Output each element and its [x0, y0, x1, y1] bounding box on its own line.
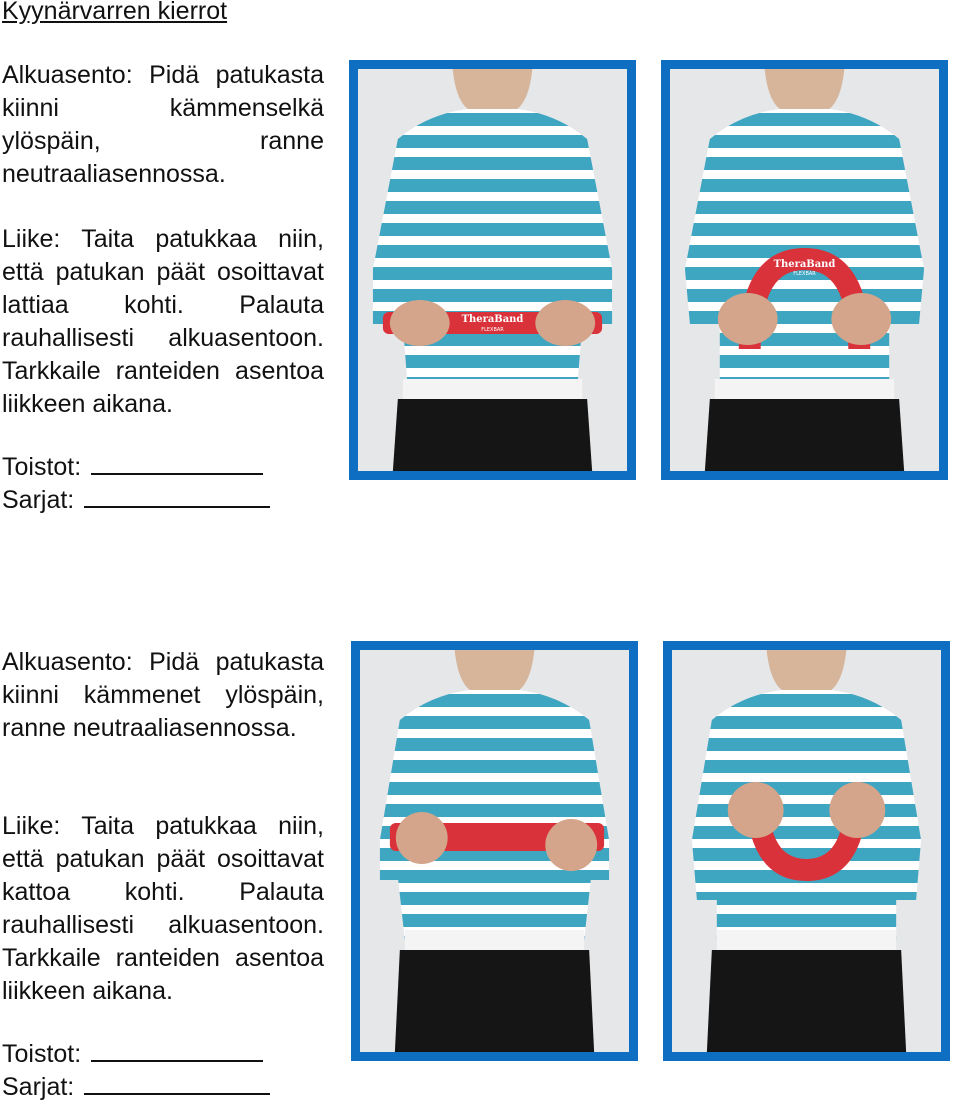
exercise2-sets-field — [2, 1073, 270, 1102]
exercise2-start-position: Alkuasento: Pidä patukasta kiinni kämmenet ylöspäin, ranne neutraaliasennossa. — [2, 648, 324, 742]
reps-blank-line[interactable] — [91, 1060, 263, 1062]
reps-label: Toistot: — [2, 1040, 82, 1068]
exercise1-start-photo — [349, 60, 636, 480]
exercise2-end-photo — [663, 641, 950, 1061]
page-title: Kyynärvarren kierrot — [2, 0, 228, 25]
exercise1-end-photo — [661, 60, 948, 480]
flexbar-label: TheraBand — [461, 313, 524, 326]
exercise2-start-photo-illustration — [360, 650, 629, 1052]
exercise2-movement: Liike: Taita patukkaa niin, että patukan päät osoittavat kattoa kohti. Palauta rauhallisesti alkuasentoon. Tarkkaile ranteiden asentoa liikkeen aikana. — [2, 812, 324, 1005]
reps-blank-line[interactable] — [91, 473, 263, 475]
flexbar-label: TheraBand — [773, 258, 836, 271]
exercise1-movement: Liike: Taita patukkaa niin, että patukan päät osoittavat lattiaa kohti. Palauta rauhallisesti alkuasentoon. Tarkkaile ranteiden asentoa liikkeen aikana. — [2, 225, 324, 418]
sets-label: Sarjat: — [2, 486, 75, 514]
exercise1-sets-field — [2, 486, 270, 515]
sets-blank-line[interactable] — [84, 1093, 270, 1095]
sets-blank-line[interactable] — [84, 506, 270, 508]
sets-label: Sarjat: — [2, 1073, 75, 1101]
reps-label: Toistot: — [2, 453, 82, 481]
flexbar-sublabel: FLEXBAR — [793, 270, 816, 278]
exercise1-reps-field — [2, 453, 263, 482]
exercise1-start-position: Alkuasento: Pidä patukasta kiinni kämmenselkä ylöspäin, ranne neutraaliasennossa. — [2, 61, 324, 188]
exercise1-start-photo-illustration — [358, 69, 627, 471]
exercise1-end-photo-illustration — [670, 69, 939, 471]
exercise2-reps-field — [2, 1040, 263, 1069]
exercise2-start-photo — [351, 641, 638, 1061]
flexbar-sublabel: FLEXBAR — [481, 326, 504, 334]
exercise2-end-photo-illustration — [672, 650, 941, 1052]
